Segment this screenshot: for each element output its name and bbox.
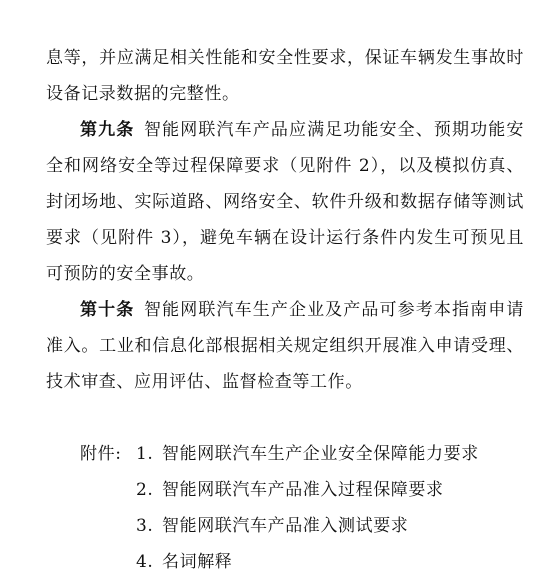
attachment-label: 附件: [80,444,122,464]
article-text: 智能网联汽车生产企业及产品可参考本指南申请准入。工业和信息化部根据相关规定组织开展准入申请受理、技术审查、应用评估、监督检查等工作。 [46,300,524,392]
article-heading: 第十条 [80,300,135,320]
paragraph-continuation [46,40,524,112]
attachment-label-spacer [46,472,136,508]
article-10 [46,292,524,400]
attachment-label-spacer [46,508,136,544]
attachment-item [46,544,526,580]
article-text: 智能网联汽车产品应满足功能安全、预期功能安全和网络安全等过程保障要求（见附件 2），以及模拟仿真、封闭场地、实际道路、网络安全、软件升级和数据存储等测试要求（见附件 3），避免车辆在设计运行条件内发生可预见且可预防的安全事故。 [46,120,524,284]
attachment-item [46,436,526,472]
attachment-title: 智能网联汽车产品准入测试要求 [162,516,409,536]
attachment-item [46,508,526,544]
attachment-title: 名词解释 [162,552,233,572]
attachment-number: 3. [136,516,154,536]
attachment-item [46,472,526,508]
attachment-title: 智能网联汽车产品准入过程保障要求 [162,480,444,500]
attachment-number: 2. [136,480,154,500]
attachment-label-spacer [46,544,136,580]
article-9 [46,112,524,292]
article-heading: 第九条 [80,120,135,140]
paragraph-text: 息等，并应满足相关性能和安全性要求，保证车辆发生事故时设备记录数据的完整性。 [46,48,524,104]
attachment-title: 智能网联汽车生产企业安全保障能力要求 [162,444,479,464]
attachment-number: 4. [136,552,154,572]
attachment-number: 1. [136,444,154,464]
attachment-list [46,436,526,580]
